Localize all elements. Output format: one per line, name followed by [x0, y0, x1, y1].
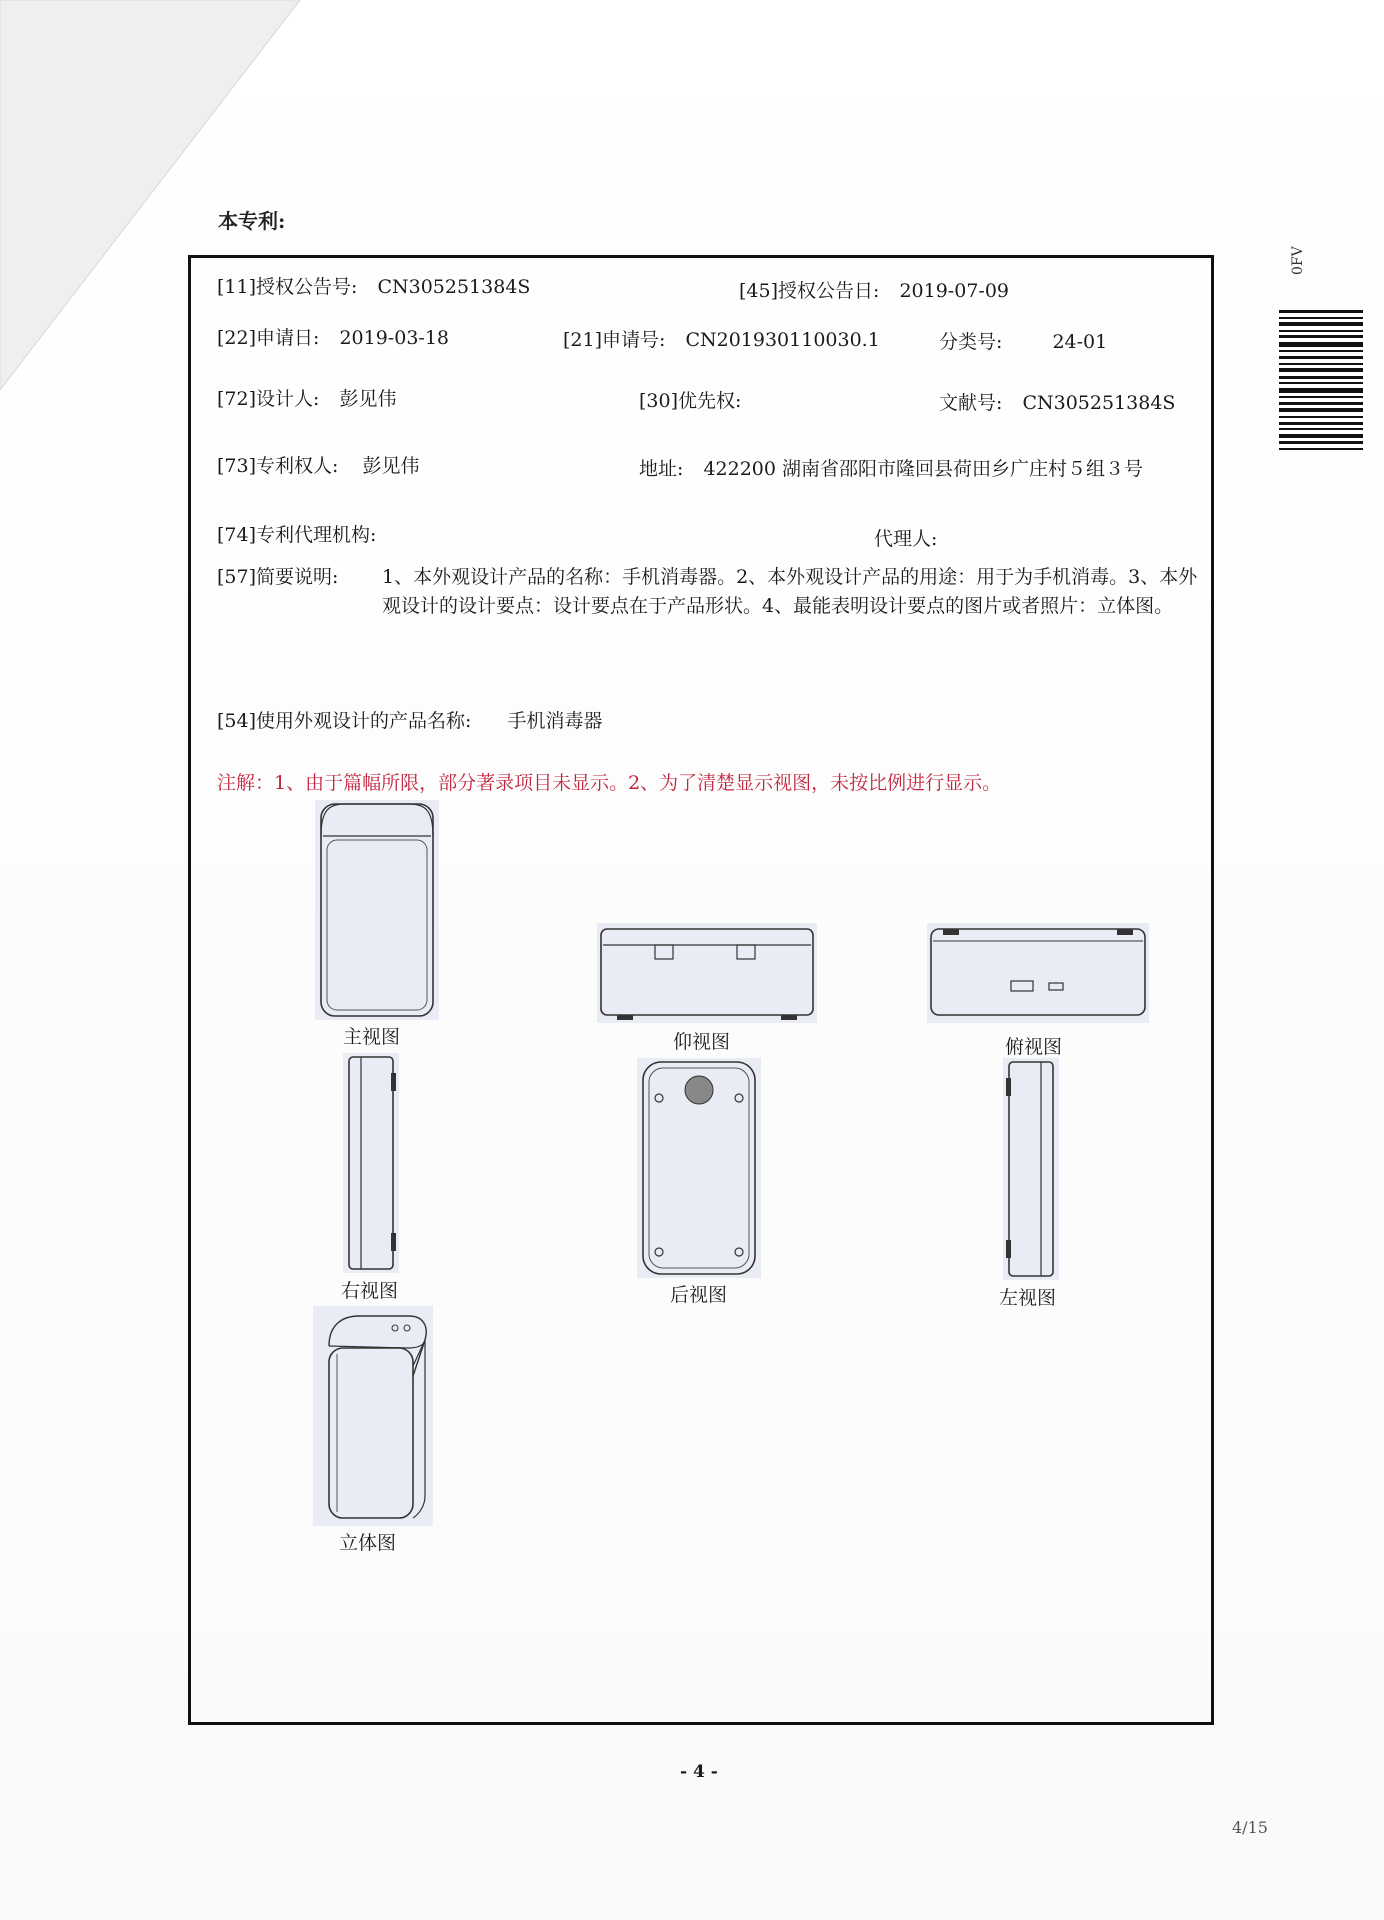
top-view-caption: 俯视图	[1005, 1036, 1063, 1058]
app-date-field	[217, 323, 449, 350]
app-date-label: [22]申请日:	[217, 327, 320, 349]
product-name-field	[217, 706, 602, 733]
app-date-value: 2019-03-18	[339, 327, 449, 349]
left-view-caption: 左视图	[999, 1287, 1057, 1309]
perspective-view-drawing	[313, 1306, 433, 1526]
brief-description-label: [57]简要说明:	[217, 566, 339, 588]
patentee-field	[217, 451, 419, 478]
priority-label: [30]优先权:	[639, 390, 742, 412]
doc-no-field	[939, 388, 1175, 415]
bottom-view-caption: 仰视图	[673, 1031, 731, 1053]
right-view-drawing	[343, 1053, 399, 1273]
designer-value: 彭见伟	[339, 388, 397, 410]
address-field	[639, 454, 1143, 481]
product-name-value: 手机消毒器	[507, 710, 603, 732]
sheet-count: 4/15	[1232, 1818, 1268, 1837]
priority-field	[639, 386, 755, 413]
agent-field	[874, 524, 951, 551]
pub-no-label: [11]授权公告号:	[217, 276, 358, 298]
back-view-drawing	[637, 1058, 761, 1278]
class-no-field	[939, 327, 1107, 354]
app-no-value: CN201930110030.1	[685, 329, 880, 351]
agency-label: [74]专利代理机构:	[217, 524, 377, 546]
barcode	[1279, 310, 1363, 450]
doc-no-value: CN305251384S	[1022, 392, 1176, 414]
front-view-caption: 主视图	[343, 1026, 401, 1048]
pub-date-field	[739, 276, 1009, 303]
intro-text: 本专利:	[218, 209, 286, 233]
barcode-id: 0FV	[1290, 246, 1306, 275]
pub-no-field	[217, 272, 530, 299]
patentee-value: 彭见伟	[362, 455, 420, 477]
class-no-value: 24-01	[1052, 331, 1108, 353]
patentee-label: [73]专利权人:	[217, 455, 339, 477]
pub-date-label: [45]授权公告日:	[739, 280, 880, 302]
class-no-label: 分类号:	[939, 331, 1003, 353]
designer-field	[217, 384, 396, 411]
agent-label: 代理人:	[874, 528, 938, 550]
brief-description-text: 1、本外观设计产品的名称：手机消毒器。2、本外观设计产品的用途：用于为手机消毒。3、本外观设计的设计要点：设计要点在于产品形状。4、最能表明设计要点的图片或者照片：立体图。	[382, 566, 1198, 617]
product-name-label: [54]使用外观设计的产品名称:	[217, 710, 472, 732]
designer-label: [72]设计人:	[217, 388, 320, 410]
back-view-caption: 后视图	[670, 1284, 728, 1306]
app-no-field	[563, 325, 880, 352]
address-label: 地址:	[639, 458, 684, 480]
note-text: 注解：1、由于篇幅所限，部分著录项目未显示。2、为了清楚显示视图，未按比例进行显示。	[217, 772, 1002, 794]
right-view-caption: 右视图	[341, 1280, 399, 1302]
app-no-label: [21]申请号:	[563, 329, 666, 351]
perspective-view-caption: 立体图	[339, 1532, 397, 1554]
bibliographic-frame	[188, 255, 1214, 1725]
doc-no-label: 文献号:	[939, 392, 1003, 414]
left-view-drawing	[1003, 1058, 1059, 1280]
pub-date-value: 2019-07-09	[899, 280, 1009, 302]
agency-field	[217, 520, 390, 547]
bottom-view-drawing	[597, 923, 817, 1023]
top-view-drawing	[927, 923, 1149, 1023]
page-number: - 4 -	[680, 1762, 718, 1782]
pub-no-value: CN305251384S	[377, 276, 531, 298]
address-value: 422200 湖南省邵阳市隆回县荷田乡广庄村５组３号	[703, 458, 1144, 480]
front-view-drawing	[315, 800, 439, 1020]
